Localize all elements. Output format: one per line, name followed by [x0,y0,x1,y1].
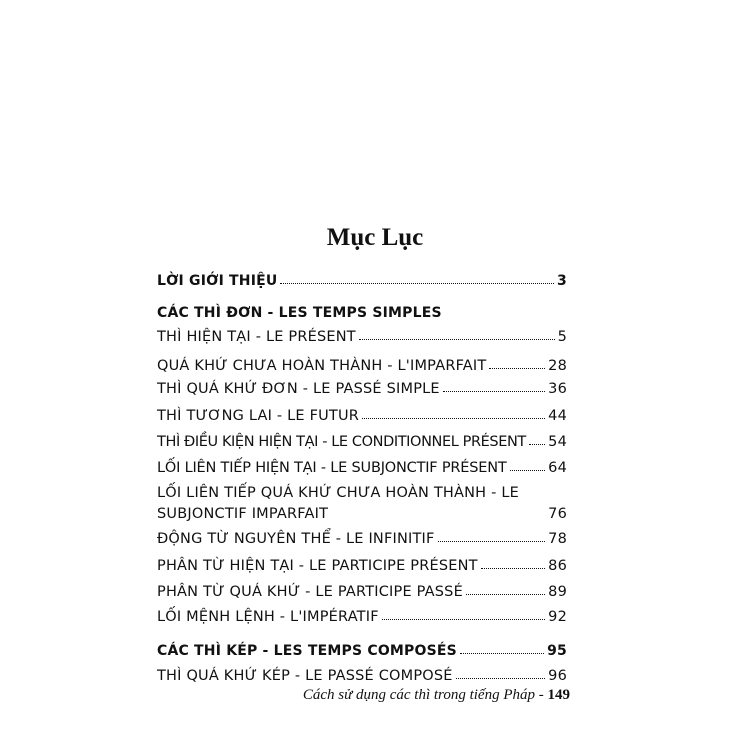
toc-entry-label: PHÂN TỪ QUÁ KHỨ - LE PARTICIPE PASSÉ [157,584,463,600]
toc-entry-subjonctif-imparfait[interactable] [157,498,567,522]
toc-entry-label: LỐI MỆNH LỆNH - L'IMPÉRATIF [157,609,379,625]
toc-entry-participe-present[interactable] [157,550,567,574]
toc-entry-imparfait[interactable] [157,350,567,374]
toc-entry-page: 3 [557,273,567,289]
dot-leader [359,339,555,340]
toc-entry-page: 44 [548,408,567,424]
dot-leader [438,541,546,542]
dot-leader [489,368,545,369]
toc-entry-composes[interactable] [157,635,567,659]
toc-entry-label: ĐỘNG TỪ NGUYÊN THỂ - LE INFINITIF [157,531,435,547]
section-heading-simple-tenses: CÁC THÌ ĐƠN - LES TEMPS SIMPLES [157,305,442,321]
toc-entry-label: QUÁ KHỨ CHƯA HOÀN THÀNH - L'IMPARFAIT [157,358,487,374]
toc-entry-label: LỐI LIÊN TIẾP HIỆN TẠI - LE SUBJONCTIF PRÉSENT [157,460,507,476]
dot-leader [510,470,546,471]
dot-leader [460,653,544,654]
toc-entry-page: 78 [548,531,567,547]
toc-entry-page: 96 [548,668,567,684]
toc-entry-page: 5 [557,329,567,345]
toc-entry-label: THÌ QUÁ KHỨ KÉP - LE PASSÉ COMPOSÉ [157,668,453,684]
toc-entry-page: 76 [548,506,567,522]
toc-entry-infinitif[interactable] [157,523,567,547]
toc-entry-page: 89 [548,584,567,600]
footer-page-number: 149 [547,687,570,703]
toc-entry-label: THÌ TƯƠNG LAI - LE FUTUR [157,408,360,424]
toc-entry-subjonctif-present[interactable] [157,452,567,476]
footer-book-title: Cách sử dụng các thì trong tiếng Pháp - [302,687,548,703]
dot-leader [529,444,545,445]
page-title: Mục Lục [326,224,424,251]
toc-entry-conditionnel[interactable] [157,426,567,450]
dot-leader [331,516,545,517]
toc-entry-present[interactable] [157,321,567,345]
toc-entry-label: SUBJONCTIF IMPARFAIT [157,506,329,522]
toc-entry-label: CÁC THÌ KÉP - LES TEMPS COMPOSÉS [157,643,457,659]
toc-entry-participe-passe[interactable] [157,576,567,600]
dot-leader [280,283,554,284]
toc-entry-label: LỜI GIỚI THIỆU [157,273,278,289]
toc-entry-subjonctif-imparfait-line1: LỐI LIÊN TIẾP QUÁ KHỨ CHƯA HOÀN THÀNH - LE [157,485,519,501]
dot-leader [382,619,545,620]
toc-entry-page: 36 [548,381,567,397]
toc-entry-page: 86 [548,558,567,574]
dot-leader [466,594,545,595]
toc-entry-imperatif[interactable] [157,601,567,625]
dot-leader [456,678,545,679]
toc-entry-passe-compose[interactable] [157,660,567,684]
toc-entry-intro[interactable] [157,265,567,289]
toc-entry-label: THÌ HIỆN TẠI - LE PRÉSENT [157,329,356,345]
dot-leader [443,391,545,392]
dot-leader [481,568,545,569]
toc-entry-futur[interactable] [157,400,567,424]
page-footer [0,687,570,704]
toc-entry-label: THÌ QUÁ KHỨ ĐƠN - LE PASSÉ SIMPLE [157,381,440,397]
toc-entry-passe-simple[interactable] [157,373,567,397]
toc-entry-page: 92 [548,609,567,625]
toc-entry-label: THÌ ĐIỀU KIỆN HIỆN TẠI - LE CONDITIONNEL PRÉSENT [157,434,526,450]
toc-entry-page: 95 [547,643,567,659]
toc-entry-label: PHÂN TỪ HIỆN TẠI - LE PARTICIPE PRÉSENT [157,558,478,574]
toc-entry-page: 54 [548,434,567,450]
toc-entry-page: 28 [548,358,567,374]
toc-entry-page: 64 [548,460,567,476]
dot-leader [362,418,545,419]
